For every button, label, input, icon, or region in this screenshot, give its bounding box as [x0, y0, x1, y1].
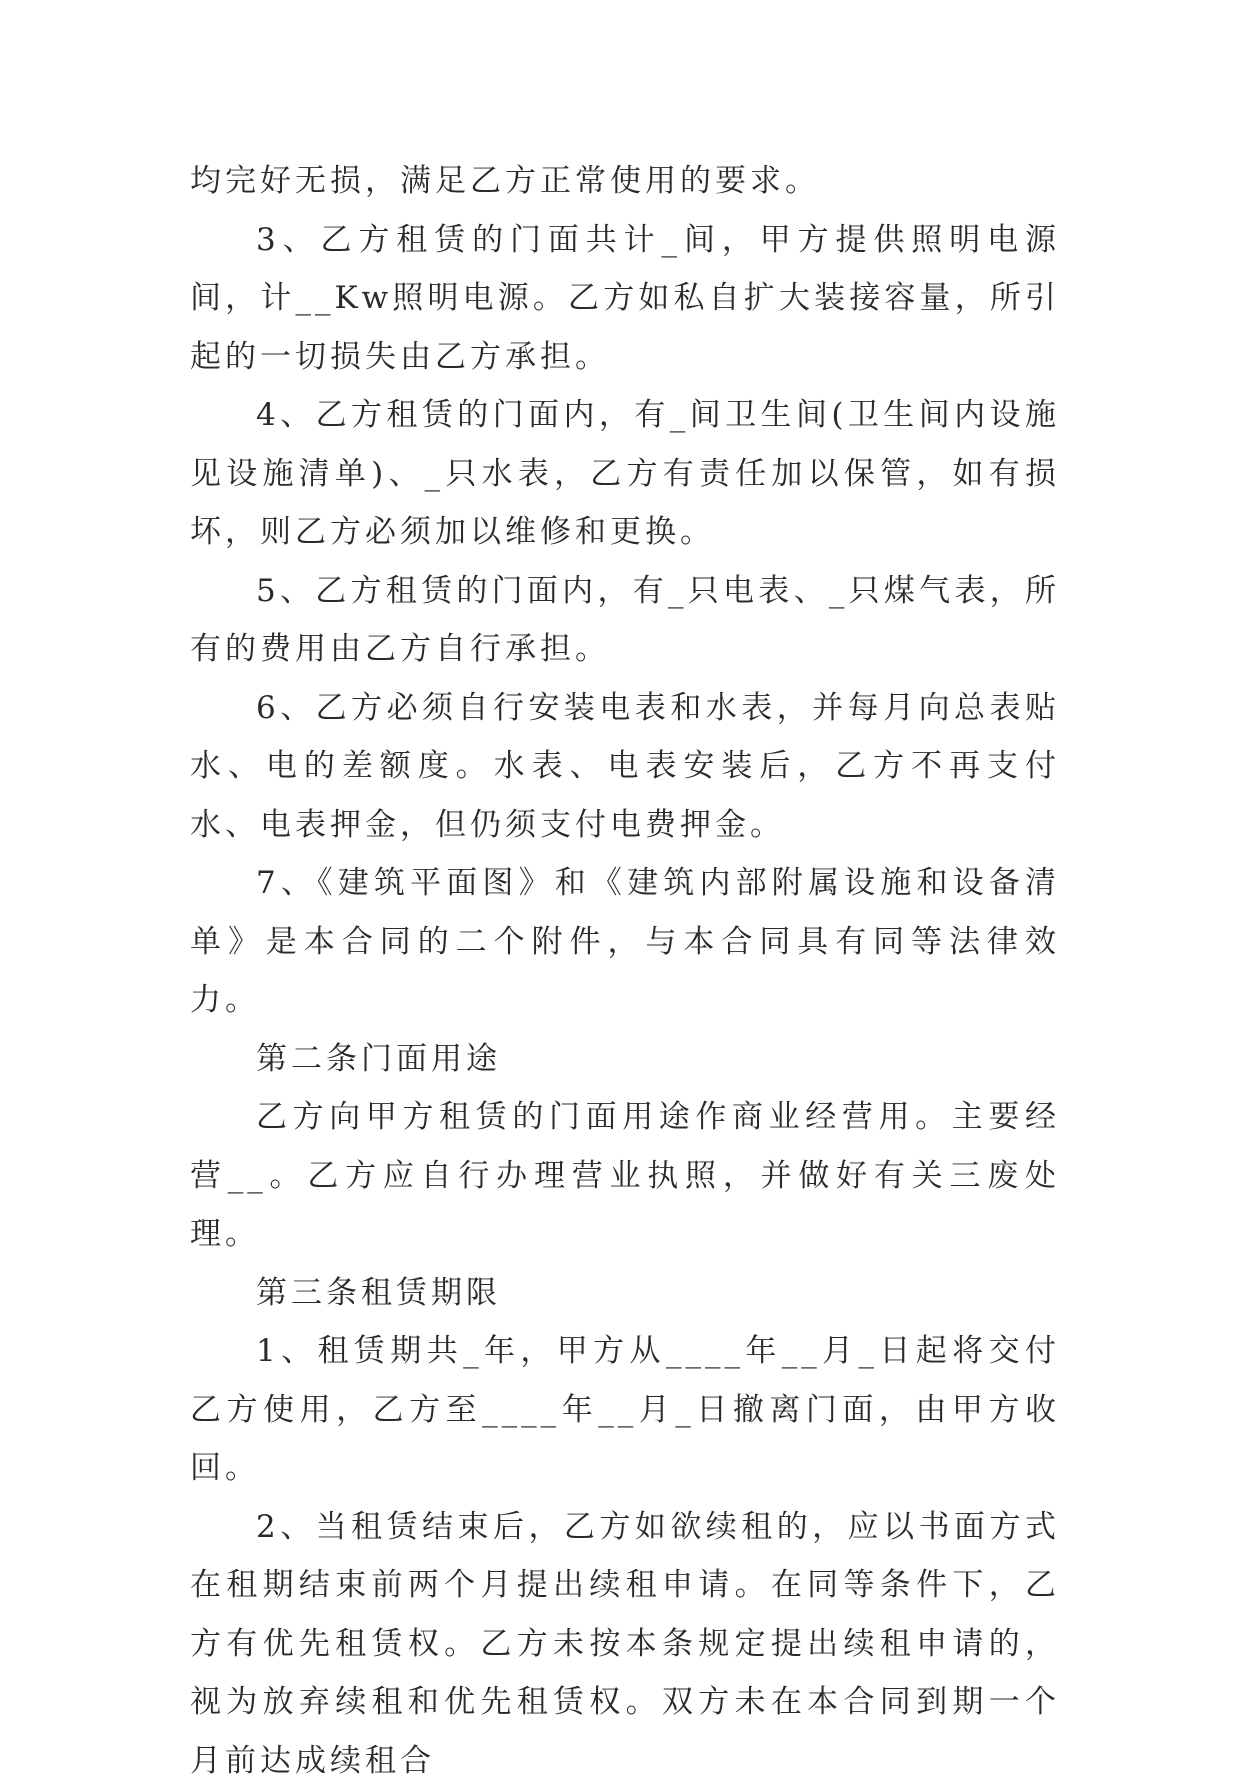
paragraph-usage: 乙方向甲方租赁的门面用途作商业经营用。主要经营__。乙方应自行办理营业执照，并做好有关三废处理。 [190, 1088, 1060, 1264]
paragraph-item-5: 5、乙方租赁的门面内，有_只电表、_只煤气表，所有的费用由乙方自行承担。 [190, 562, 1060, 679]
paragraph-item-3: 3、乙方租赁的门面共计_间，甲方提供照明电源间，计__Kw照明电源。乙方如私自扩大装接容量，所引起的一切损失由乙方承担。 [190, 211, 1060, 387]
paragraph-continuation: 均完好无损，满足乙方正常使用的要求。 [190, 152, 1060, 211]
paragraph-term-1: 1、租赁期共_年，甲方从____年__月_日起将交付乙方使用，乙方至____年__月_日撤离门面，由甲方收回。 [190, 1322, 1060, 1498]
document-body [190, 152, 1060, 1790]
paragraph-item-7: 7、《建筑平面图》和《建筑内部附属设施和设备清单》是本合同的二个附件，与本合同具有同等法律效力。 [190, 854, 1060, 1030]
paragraph-term-2: 2、当租赁结束后，乙方如欲续租的，应以书面方式在租期结束前两个月提出续租申请。在同等条件下，乙方有优先租赁权。乙方未按本条规定提出续租申请的，视为放弃续租和优先租赁权。双方未在本合同到期一个月前达成续租合 [190, 1498, 1060, 1790]
paragraph-item-6: 6、乙方必须自行安装电表和水表，并每月向总表贴水、电的差额度。水表、电表安装后，乙方不再支付水、电表押金，但仍须支付电费押金。 [190, 679, 1060, 855]
section-heading-article-3: 第三条租赁期限 [190, 1264, 1060, 1323]
section-heading-article-2: 第二条门面用途 [190, 1030, 1060, 1089]
paragraph-item-4: 4、乙方租赁的门面内，有_间卫生间(卫生间内设施见设施清单)、_只水表，乙方有责任加以保管，如有损坏，则乙方必须加以维修和更换。 [190, 386, 1060, 562]
